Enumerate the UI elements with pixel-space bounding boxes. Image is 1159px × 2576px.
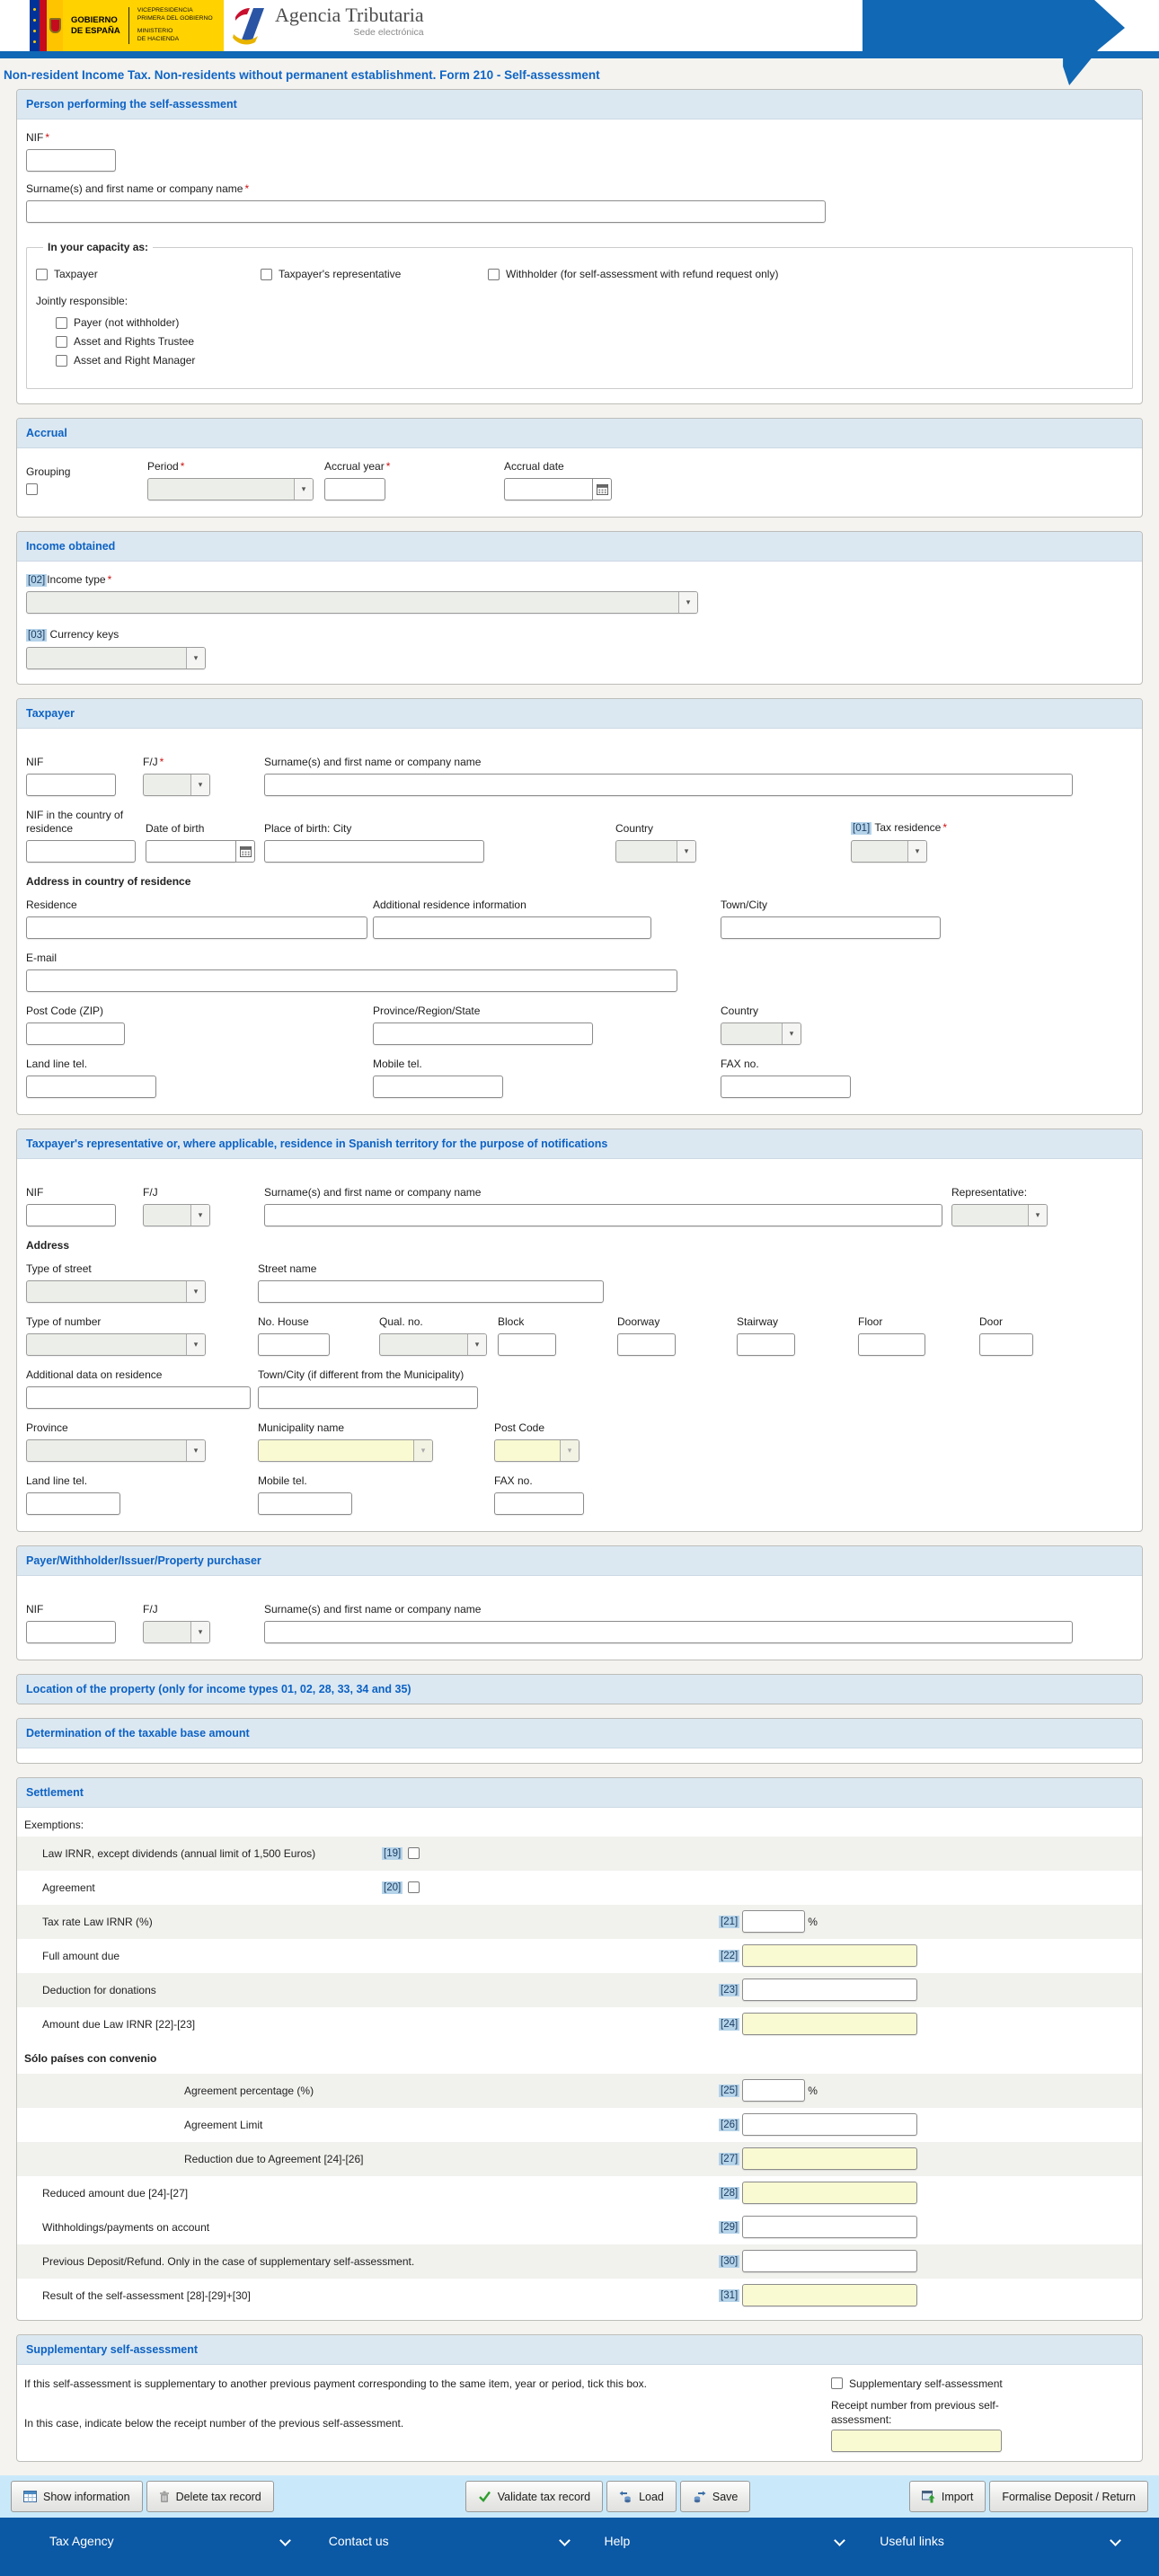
- rep-fax-input[interactable]: [494, 1492, 584, 1515]
- postcode-select[interactable]: [494, 1439, 580, 1462]
- government-name: GOBIERNO DE ESPAÑA: [71, 15, 120, 36]
- self-assessment-result-input[interactable]: [742, 2284, 917, 2306]
- nif-input[interactable]: [26, 149, 116, 172]
- fj-label: F/J: [143, 1602, 158, 1616]
- footer-item-tax-agency[interactable]: Tax Agency: [0, 2528, 298, 2576]
- field-code: [21]: [721, 1916, 739, 1927]
- section-location-header: Location of the property (only for income types 01, 02, 28, 33, 34 and 35): [17, 1675, 1142, 1704]
- chevron-down-icon: ▾: [186, 1281, 205, 1302]
- agencia-tributaria-logo: [230, 4, 424, 46]
- coat-of-arms-icon: [49, 18, 61, 33]
- floor-label: Floor: [858, 1315, 883, 1328]
- fax-input[interactable]: [721, 1076, 851, 1098]
- accrual-date-input[interactable]: [504, 478, 592, 500]
- surname-input[interactable]: [26, 200, 826, 223]
- chevron-down-icon: ▾: [294, 479, 313, 500]
- settlement-row-31: [17, 2279, 1142, 2313]
- section-determination-header: Determination of the taxable base amount: [17, 1719, 1142, 1748]
- settlement-row-label: Full amount due: [42, 1949, 120, 1962]
- payer-fj-select[interactable]: [143, 1621, 210, 1643]
- tax-residence-select[interactable]: [851, 840, 927, 863]
- qual-number-label: Qual. no.: [379, 1315, 423, 1328]
- field-code: [30]: [721, 2255, 739, 2267]
- settlement-row-19: [17, 1837, 1142, 1871]
- country-label: Country: [615, 821, 654, 835]
- address-country-select[interactable]: [721, 1022, 801, 1045]
- formalise-deposit-return-button[interactable]: Formalise Deposit / Return: [989, 2481, 1148, 2512]
- nif-label: NIF: [26, 1185, 44, 1199]
- doorway-label: Doorway: [617, 1315, 660, 1328]
- chevron-down-icon[interactable]: [834, 2536, 845, 2547]
- jointly-responsible-label: Jointly responsible:: [36, 295, 128, 307]
- fj-label: F/J: [143, 1185, 158, 1199]
- door-label: Door: [979, 1315, 1004, 1328]
- field-code: [28]: [721, 2187, 739, 2199]
- previous-deposit-input[interactable]: [742, 2250, 917, 2272]
- footer-item-useful-links[interactable]: Useful links: [871, 2528, 1159, 2576]
- chevron-down-icon: ▾: [190, 1622, 209, 1642]
- block-input[interactable]: [498, 1333, 556, 1356]
- chevron-down-icon: ▾: [782, 1023, 801, 1044]
- field-code: [19]: [384, 1847, 402, 1859]
- delete-tax-record-button[interactable]: Delete tax record: [146, 2481, 274, 2512]
- settlement-row-label: Previous Deposit/Refund. Only in the case of supplementary self-assessment.: [42, 2254, 415, 2268]
- checkbox[interactable]: [56, 355, 67, 367]
- section-payer-header: Payer/Withholder/Issuer/Property purchaser: [17, 1546, 1142, 1576]
- action-toolbar: [0, 2475, 1159, 2518]
- calendar-icon[interactable]: [592, 478, 612, 500]
- number-type-select[interactable]: [26, 1333, 206, 1356]
- settlement-row-27: [17, 2142, 1142, 2176]
- province-region-input[interactable]: [373, 1022, 593, 1045]
- town-different-input[interactable]: [258, 1386, 478, 1409]
- footer-item-help[interactable]: Help: [587, 2528, 871, 2576]
- taxpayer-fj-select[interactable]: [143, 774, 210, 796]
- chevron-down-icon: ▾: [186, 1440, 205, 1461]
- nif-residence-label: NIF in the country of residence: [26, 808, 124, 835]
- section-person-header: Person performing the self-assessment: [17, 90, 1142, 120]
- rep-surname-input[interactable]: [264, 1204, 942, 1226]
- capacity-option-representative[interactable]: Taxpayer's representative: [261, 268, 488, 280]
- settlement-row-label: Agreement Limit: [184, 2118, 263, 2131]
- province-select[interactable]: [26, 1439, 206, 1462]
- spain-flag-icon: [30, 0, 63, 51]
- section-supplementary: [16, 2334, 1143, 2463]
- dob-label: Date of birth: [146, 821, 205, 835]
- accrual-year-label: Accrual year *: [324, 460, 391, 473]
- percent-suffix: %: [808, 2084, 818, 2097]
- section-settlement: [16, 1777, 1143, 2321]
- chevron-down-icon: ▾: [186, 648, 205, 668]
- section-representative-header: Taxpayer's representative or, where applicable, residence in Spanish territory for the purpose of notifications: [17, 1129, 1142, 1159]
- exemptions-label: Exemptions:: [24, 1818, 84, 1831]
- checkbox[interactable]: [56, 317, 67, 329]
- field-code: [26]: [721, 2119, 739, 2130]
- residence-label: Residence: [26, 898, 77, 911]
- required-marker: *: [107, 573, 112, 586]
- accrual-year-input[interactable]: [324, 478, 385, 500]
- rep-mobile-input[interactable]: [258, 1492, 352, 1515]
- reduction-agreement-input[interactable]: [742, 2147, 917, 2170]
- capacity-fieldset: [26, 241, 1133, 389]
- period-label: Period *: [147, 460, 185, 473]
- chevron-down-icon: ▾: [1028, 1205, 1047, 1226]
- tax-rate-input[interactable]: [742, 1910, 805, 1933]
- supplementary-texts: [24, 2377, 820, 2453]
- mobile-label: Mobile tel.: [373, 1057, 422, 1070]
- checkbox[interactable]: [408, 1847, 420, 1859]
- checkbox[interactable]: [56, 336, 67, 348]
- capacity-option-withholder[interactable]: Withholder (for self-assessment with refund request only): [488, 268, 778, 280]
- chevron-down-icon: ▾: [907, 841, 926, 862]
- landline-input[interactable]: [26, 1076, 156, 1098]
- mobile-input[interactable]: [373, 1076, 503, 1098]
- settlement-row-label: Result of the self-assessment [28]-[29]+[30]: [42, 2288, 251, 2302]
- dob-field: [146, 840, 264, 863]
- field-code: [23]: [721, 1984, 739, 1996]
- taxpayer-surname-input[interactable]: [264, 774, 1073, 796]
- section-income: [16, 531, 1143, 685]
- supplementary-text-1: If this self-assessment is supplementary to another previous payment corresponding to the same item, year or period, tick this box.: [24, 2377, 647, 2390]
- receipt-number-label: Receipt number from previous self-assessment:: [831, 2399, 999, 2426]
- validate-tax-record-button[interactable]: Validate tax record: [465, 2481, 603, 2512]
- mobile-label: Mobile tel.: [258, 1474, 307, 1487]
- settlement-row-label: Amount due Law IRNR [22]-[23]: [42, 2017, 196, 2031]
- settlement-row-22: [17, 1939, 1142, 1973]
- currency-keys-label: [03] Currency keys: [28, 628, 119, 642]
- pob-label: Place of birth: City: [264, 821, 352, 835]
- chevron-down-icon: ▾: [413, 1440, 432, 1461]
- calendar-icon[interactable]: [235, 840, 255, 863]
- jointly-option-payer[interactable]: Payer (not withholder): [56, 316, 1123, 329]
- convenio-subheader: Sólo países con convenio: [24, 2051, 157, 2065]
- chevron-down-icon[interactable]: [559, 2536, 571, 2547]
- required-marker: *: [942, 821, 948, 835]
- chevron-down-icon[interactable]: [279, 2536, 291, 2547]
- nif-label: NIF: [26, 1602, 44, 1616]
- field-code: [29]: [721, 2221, 739, 2233]
- currency-keys-select[interactable]: [26, 647, 206, 669]
- section-representative: [16, 1129, 1143, 1532]
- settlement-row-label: Reduction due to Agreement [24]-[26]: [184, 2152, 364, 2165]
- section-accrual: [16, 418, 1143, 518]
- brand-subtitle: Sede electrónica: [353, 27, 424, 39]
- checkbox[interactable]: [36, 269, 48, 280]
- town-input[interactable]: [721, 916, 941, 939]
- agreement-percentage-input[interactable]: [742, 2079, 805, 2102]
- email-label: E-mail: [26, 951, 58, 964]
- receipt-number-input[interactable]: [831, 2430, 1002, 2452]
- zip-input[interactable]: [26, 1022, 125, 1045]
- representative-select[interactable]: [951, 1204, 1048, 1226]
- full-amount-due-input[interactable]: [742, 1944, 917, 1967]
- nif-residence-input[interactable]: [26, 840, 136, 863]
- footer-nav: [0, 2518, 1159, 2576]
- save-icon: [693, 2491, 706, 2503]
- required-marker: *: [159, 755, 164, 768]
- header-strip: [0, 51, 1159, 58]
- rep-nif-input[interactable]: [26, 1204, 116, 1226]
- section-person: [16, 89, 1143, 404]
- supplementary-text-2: In this case, indicate below the receipt number of the previous self-assessment.: [24, 2416, 404, 2430]
- street-type-select[interactable]: [26, 1280, 206, 1303]
- settlement-row-label: Withholdings/payments on account: [42, 2220, 210, 2234]
- reduced-amount-due-input[interactable]: [742, 2182, 917, 2204]
- additional-residence-label: Additional residence information: [373, 898, 526, 911]
- surname-label: Surname(s) and first name or company name *: [26, 182, 250, 195]
- field-code: [25]: [721, 2085, 739, 2096]
- grouping-label: Grouping: [26, 465, 71, 478]
- checkbox[interactable]: [488, 269, 500, 280]
- rep-fj-select[interactable]: [143, 1204, 210, 1226]
- fax-label: FAX no.: [494, 1474, 533, 1487]
- checkbox[interactable]: [408, 1881, 420, 1893]
- show-information-button[interactable]: Show information: [11, 2481, 143, 2512]
- municipality-select[interactable]: [258, 1439, 433, 1462]
- income-type-label: [02] Income type *: [28, 573, 112, 586]
- settlement-row-24: [17, 2007, 1142, 2041]
- landline-label: Land line tel.: [26, 1474, 88, 1487]
- field-code: [31]: [721, 2289, 739, 2301]
- jointly-option-manager[interactable]: Asset and Right Manager: [56, 354, 1123, 367]
- residence-input[interactable]: [26, 916, 367, 939]
- dob-input[interactable]: [146, 840, 235, 863]
- province-region-label: Province/Region/State: [373, 1004, 481, 1017]
- field-code: [20]: [384, 1881, 402, 1893]
- deduction-donations-input[interactable]: [742, 1978, 917, 2001]
- chevron-down-icon: ▾: [560, 1440, 579, 1461]
- percent-suffix: %: [808, 1915, 818, 1928]
- settlement-row-28: [17, 2176, 1142, 2210]
- section-income-header: Income obtained: [17, 532, 1142, 562]
- block-label: Block: [498, 1315, 525, 1328]
- chevron-down-icon: ▾: [677, 841, 695, 862]
- grouping-checkbox[interactable]: [26, 483, 38, 495]
- door-input[interactable]: [979, 1333, 1033, 1356]
- settlement-row-label: Reduced amount due [24]-[27]: [42, 2186, 189, 2200]
- country-label: Country: [721, 1004, 759, 1017]
- settlement-row-26: [17, 2108, 1142, 2142]
- stairway-label: Stairway: [737, 1315, 779, 1328]
- surname-label: Surname(s) and first name or company name: [264, 1602, 482, 1616]
- period-select[interactable]: [147, 478, 314, 500]
- house-number-label: No. House: [258, 1315, 309, 1328]
- amount-due-irnr-input[interactable]: [742, 2013, 917, 2035]
- required-marker: *: [45, 131, 50, 144]
- settlement-row-label: Tax rate Law IRNR (%): [42, 1915, 153, 1928]
- payer-nif-input[interactable]: [26, 1621, 116, 1643]
- footer-item-contact-us[interactable]: Contact us: [298, 2528, 587, 2576]
- capacity-legend: In your capacity as:: [48, 241, 149, 253]
- check-icon: [478, 2491, 491, 2502]
- load-button[interactable]: Load: [606, 2481, 677, 2512]
- town-different-label: Town/City (if different from the Municipality): [258, 1368, 464, 1381]
- field-code: [22]: [721, 1950, 739, 1961]
- pob-input[interactable]: [264, 840, 484, 863]
- stairway-input[interactable]: [737, 1333, 795, 1356]
- agreement-limit-input[interactable]: [742, 2113, 917, 2136]
- save-button[interactable]: Save: [680, 2481, 751, 2512]
- town-label: Town/City: [721, 898, 768, 911]
- field-code: [01]: [853, 823, 871, 835]
- settlement-row-29: [17, 2210, 1142, 2244]
- required-marker: *: [180, 460, 185, 473]
- required-marker: *: [385, 460, 391, 473]
- government-logo: [30, 0, 224, 51]
- checkbox[interactable]: [831, 2377, 843, 2389]
- rep-landline-input[interactable]: [26, 1492, 120, 1515]
- representative-label: Representative:: [951, 1185, 1028, 1199]
- additional-data-label: Additional data on residence: [26, 1368, 163, 1381]
- brand-name: Agencia Tributaria: [275, 4, 424, 26]
- capacity-option-taxpayer[interactable]: Taxpayer: [36, 268, 261, 280]
- chevron-down-icon: ▾: [467, 1334, 486, 1355]
- email-input[interactable]: [26, 969, 677, 992]
- import-icon: [922, 2491, 935, 2503]
- number-type-label: Type of number: [26, 1315, 102, 1328]
- load-icon: [619, 2491, 633, 2503]
- chevron-down-icon: ▾: [190, 1205, 209, 1226]
- nif-label: NIF: [26, 755, 44, 768]
- settlement-row-25: [17, 2074, 1142, 2108]
- withholdings-input[interactable]: [742, 2216, 917, 2238]
- section-taxpayer: [16, 698, 1143, 1115]
- additional-data-input[interactable]: [26, 1386, 251, 1409]
- eu-stars-icon: [30, 0, 40, 51]
- tax-residence-label: [01] Tax residence *: [853, 821, 948, 835]
- field-code: [27]: [721, 2153, 739, 2164]
- agencia-tributaria-swoosh-icon: [230, 4, 271, 46]
- checkbox[interactable]: [261, 269, 272, 280]
- chevron-down-icon: ▾: [678, 592, 697, 613]
- fax-label: FAX no.: [721, 1057, 759, 1070]
- section-settlement-header: Settlement: [17, 1778, 1142, 1808]
- income-type-select[interactable]: [26, 591, 698, 614]
- field-code: [24]: [721, 2018, 739, 2030]
- fj-label: F/J *: [143, 755, 164, 768]
- street-name-input[interactable]: [258, 1280, 604, 1303]
- floor-input[interactable]: [858, 1333, 925, 1356]
- section-determination: [16, 1718, 1143, 1764]
- province-label: Province: [26, 1421, 68, 1434]
- settlement-row-23: [17, 1973, 1142, 2007]
- section-supplementary-header: Supplementary self-assessment: [17, 2335, 1142, 2365]
- postcode-label: Post Code: [494, 1421, 545, 1434]
- surname-label: Surname(s) and first name or company name: [264, 755, 482, 768]
- accrual-date-label: Accrual date: [504, 460, 564, 473]
- site-header: [0, 0, 1159, 51]
- section-accrual-header: Accrual: [17, 419, 1142, 448]
- chevron-down-icon: ▾: [186, 1334, 205, 1355]
- field-code: [03]: [28, 630, 46, 642]
- house-number-input[interactable]: [258, 1333, 330, 1356]
- landline-label: Land line tel.: [26, 1057, 88, 1070]
- supplementary-checkbox-option[interactable]: Supplementary self-assessment: [831, 2377, 1003, 2390]
- qual-number-select[interactable]: [379, 1333, 487, 1356]
- chevron-down-icon: ▾: [190, 775, 209, 795]
- accrual-date-field: [504, 478, 612, 500]
- street-type-label: Type of street: [26, 1261, 92, 1275]
- jointly-option-trustee[interactable]: Asset and Rights Trustee: [56, 335, 1123, 348]
- zip-label: Post Code (ZIP): [26, 1004, 104, 1017]
- settlement-row-30: [17, 2244, 1142, 2279]
- additional-residence-input[interactable]: [373, 916, 651, 939]
- import-button[interactable]: Import: [909, 2481, 986, 2512]
- chevron-down-icon[interactable]: [1110, 2536, 1121, 2547]
- table-icon: [23, 2491, 37, 2502]
- settlement-row-label: Agreement percentage (%): [184, 2084, 314, 2097]
- settlement-row-21: [17, 1905, 1142, 1939]
- settlement-row-20: [17, 1871, 1142, 1905]
- settlement-row-label: Deduction for donations: [42, 1983, 156, 1996]
- ministry-name: VICEPRESIDENCIA PRIMERA DEL GOBIERNO MINISTERIO DE HACIENDA: [128, 7, 213, 43]
- payer-surname-input[interactable]: [264, 1621, 1073, 1643]
- section-location: [16, 1674, 1143, 1704]
- page-title: Non-resident Income Tax. Non-residents without permanent establishment. Form 210 - Self-assessment: [4, 68, 600, 82]
- street-name-label: Street name: [258, 1261, 317, 1275]
- municipality-label: Municipality name: [258, 1421, 345, 1434]
- address-residence-header: Address in country of residence: [26, 874, 191, 888]
- trash-icon: [159, 2491, 170, 2503]
- surname-label: Surname(s) and first name or company name: [264, 1185, 482, 1199]
- doorway-input[interactable]: [617, 1333, 676, 1356]
- taxpayer-nif-input[interactable]: [26, 774, 116, 796]
- section-payer: [16, 1545, 1143, 1660]
- nif-label: NIF *: [26, 131, 50, 144]
- settlement-row-label: Agreement: [42, 1881, 95, 1894]
- taxpayer-country-select[interactable]: [615, 840, 696, 863]
- field-code: [02]: [28, 575, 46, 586]
- address-header: Address: [26, 1238, 70, 1252]
- required-marker: *: [244, 182, 250, 195]
- section-taxpayer-header: Taxpayer: [17, 699, 1142, 729]
- settlement-row-label: Law IRNR, except dividends (annual limit of 1,500 Euros): [42, 1846, 316, 1860]
